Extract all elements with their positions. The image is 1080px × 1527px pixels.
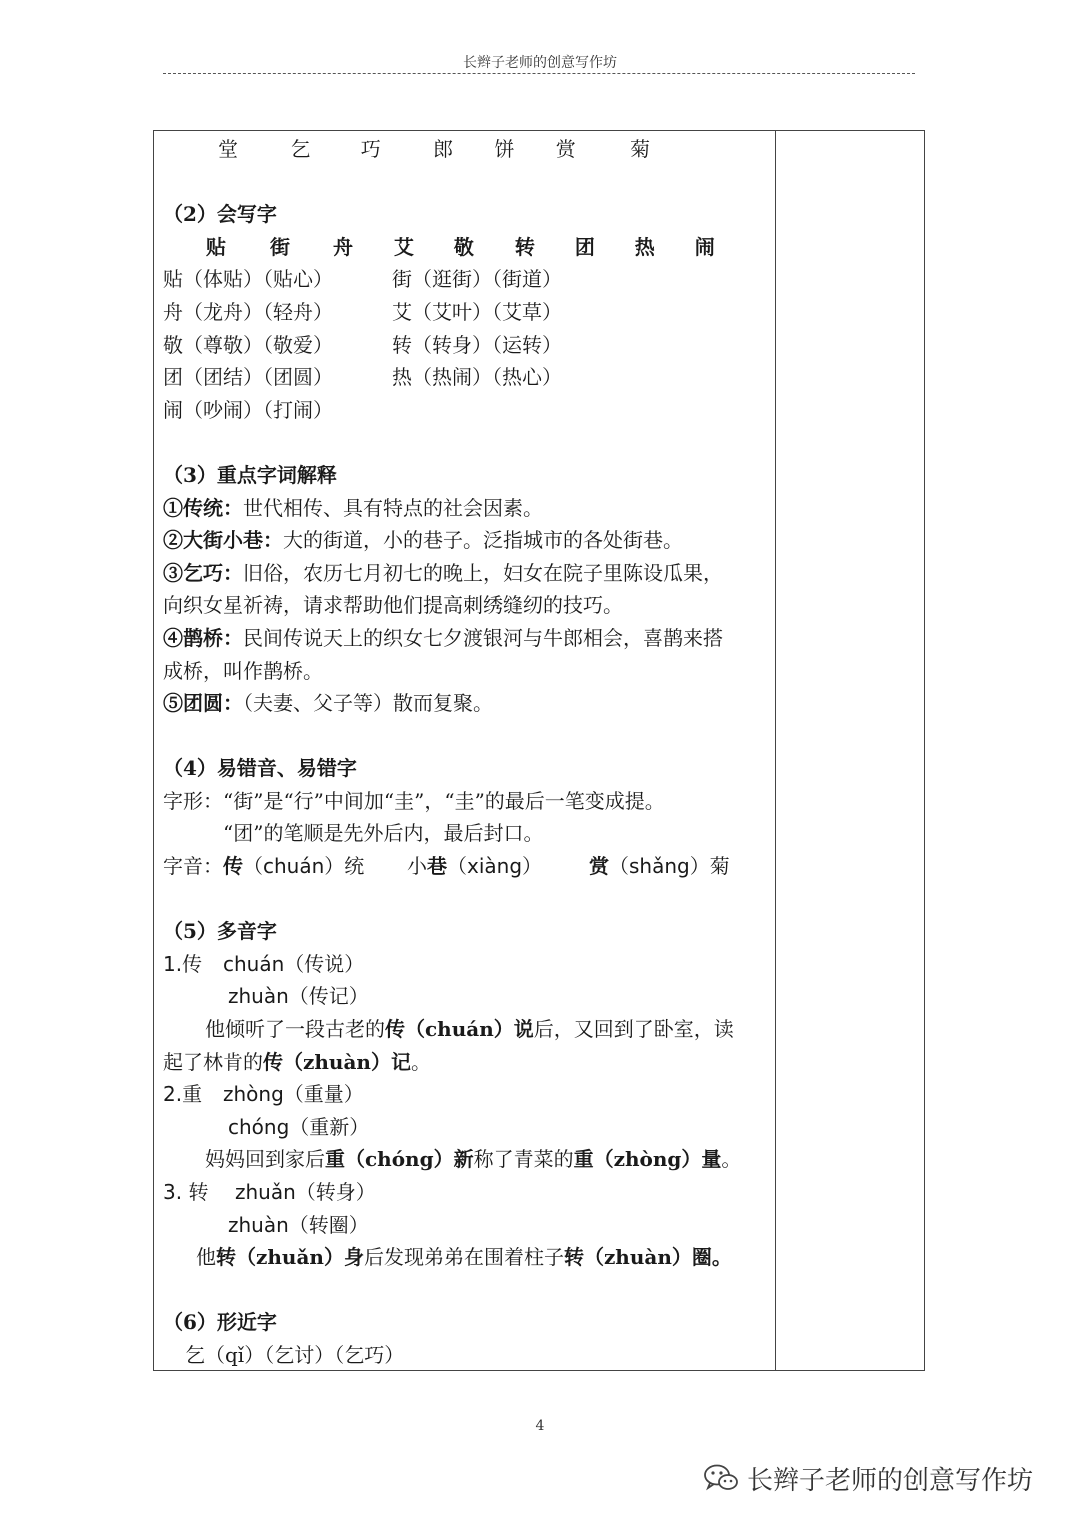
example-text: 。 [410, 1049, 431, 1074]
polyphone-head [163, 1078, 767, 1111]
ziyin-text: 菊 [709, 854, 730, 879]
page-number: 4 [535, 1418, 545, 1434]
example-highlight: 转（zhuǎn）身 [216, 1245, 364, 1270]
polyphone-reading: chóng（重新） [228, 1114, 370, 1139]
definition-item [163, 687, 767, 720]
char: 菊 [630, 137, 651, 161]
definition-term: ①传统： [163, 495, 243, 520]
top-chars-row [163, 133, 767, 166]
char: 敬 [453, 234, 474, 259]
s2-words-row [163, 296, 767, 329]
word-group: 敬（尊敬）（敬爱） [163, 332, 333, 357]
example-text: 后发现弟弟在围着柱子 [363, 1245, 564, 1270]
ziyin-item [589, 854, 730, 878]
char: 贴 [206, 234, 226, 259]
section-5-title: （5）多音字 [163, 919, 277, 944]
header-rule [163, 73, 915, 74]
watermark [703, 1458, 1033, 1498]
polyphone-char: 2.重 [163, 1082, 203, 1107]
ziyin-item [407, 850, 589, 883]
example-highlight: 重（chóng）新 [325, 1147, 474, 1172]
ziyin-char: 传 [223, 854, 243, 879]
definition-text: 旧俗，农历七月初七的晚上，妇女在院子里陈设瓜果， [243, 560, 723, 585]
example-text: 后，又回到了卧室，读 [533, 1017, 734, 1042]
section-4-title: （4）易错音、易错字 [163, 756, 357, 781]
s2-words-row [163, 361, 767, 394]
definition-text: （夫妻、父子等）散而复聚。 [243, 691, 493, 716]
example-text: 他 [196, 1245, 216, 1270]
definition-term: ⑤团圆： [163, 691, 243, 716]
zixing-line-2: “团”的笔顺是先外后内，最后封口。 [223, 821, 544, 846]
word-group: 舟（龙舟）（轻舟） [163, 299, 333, 324]
definition-continuation: 成桥，叫作鹊桥。 [163, 658, 323, 683]
word-group: 闹（吵闹）（打闹） [163, 397, 333, 422]
char: 郎 [433, 137, 454, 161]
s2-chars-row [163, 231, 767, 264]
ziyin-pinyin: （chuán） [243, 854, 345, 879]
definition-continuation: 向织女星祈祷，请求帮助他们提高刺绣缝纫的技巧。 [163, 593, 623, 618]
definition-term: ②大街小巷： [163, 528, 283, 553]
ziyin-line [163, 850, 767, 883]
s2-words-row [163, 263, 767, 296]
char: 巧 [360, 137, 381, 161]
char: 饼 [494, 137, 515, 161]
ziyin-text: 小 [407, 854, 427, 879]
watermark-text: 长辫子老师的创意写作坊 [747, 1465, 1034, 1496]
definition-item [163, 524, 767, 557]
example-highlight: 传（chuán）说 [385, 1017, 534, 1042]
wechat-icon [703, 1462, 739, 1494]
definition-text: 世代相传、具有特点的社会因素。 [243, 495, 543, 520]
polyphone-reading: zhòng（重量） [223, 1082, 364, 1107]
zixing-line: 字形：“街”是“行”中间加“圭”，“圭”的最后一笔变成提。 [163, 788, 665, 813]
char: 街 [269, 234, 290, 259]
definition-item [163, 622, 767, 655]
word-group: 艾（艾叶）（艾草） [392, 299, 562, 324]
section-3-title: （3）重点字词解释 [163, 462, 337, 487]
ziyin-label: 字音： [163, 854, 223, 879]
example-text: 起了林肯的 [163, 1049, 263, 1074]
word-group: 街（逛街）（街道） [392, 267, 562, 292]
char: 转 [514, 234, 535, 259]
word-group: 贴（体贴）（贴心） [163, 267, 333, 292]
char: 舟 [332, 234, 353, 259]
ziyin-char: 巷 [427, 854, 447, 879]
ziyin-pinyin: （shǎng） [609, 854, 710, 879]
word-group: 热（热闹）（热心） [392, 365, 562, 390]
definition-term: ④鹊桥： [163, 625, 243, 650]
polyphone-example [163, 1143, 767, 1176]
definition-item [163, 492, 767, 525]
example-highlight: 转（zhuàn）圈。 [563, 1245, 732, 1270]
definition-text: 民间传说天上的织女七夕渡银河与牛郎相会，喜鹊来搭 [243, 625, 723, 650]
polyphone-reading: zhuàn（转圈） [228, 1212, 369, 1237]
s2-words-row [163, 329, 767, 362]
polyphone-reading: chuán（传说） [223, 951, 365, 976]
example-text: 称了青菜的 [473, 1147, 574, 1172]
ziyin-pinyin: （xiàng） [447, 854, 543, 879]
polyphone-head [163, 1176, 767, 1209]
ziyin-text: 统 [344, 854, 365, 879]
table-content [163, 133, 767, 1372]
definition-item [163, 557, 767, 590]
example-highlight: 传（zhuàn）记 [263, 1049, 411, 1074]
table-column-divider [775, 130, 776, 1371]
example-text: 。 [721, 1147, 742, 1172]
polyphone-reading: zhuǎn（转身） [235, 1180, 376, 1204]
section-6-title: （6）形近字 [163, 1310, 277, 1335]
section-2-title: （2）会写字 [163, 202, 277, 227]
char: 团 [574, 234, 595, 259]
polyphone-example [163, 1013, 767, 1046]
polyphone-char: 1.传 [163, 951, 203, 976]
page-header: 长辫子老师的创意写作坊 [463, 55, 617, 71]
char: 堂 [218, 137, 238, 161]
polyphone-head [163, 948, 767, 981]
ziyin-item [223, 850, 407, 883]
s2-words-row [163, 394, 767, 427]
example-highlight: 重（zhòng）量 [573, 1147, 722, 1172]
polyphone-example [163, 1046, 767, 1079]
example-text: 他倾听了一段古老的 [205, 1017, 385, 1042]
definition-term: ③乞巧： [163, 560, 243, 585]
polyphone-example [163, 1241, 767, 1274]
char: 闹 [694, 234, 715, 259]
char: 赏 [555, 137, 576, 161]
word-group: 团（团结）（团圆） [163, 365, 333, 390]
word-group: 转（转身）（运转） [392, 332, 562, 357]
polyphone-char: 3. 转 [163, 1180, 209, 1204]
example-text: 妈妈回到家后 [205, 1147, 325, 1172]
char: 乞 [290, 137, 311, 161]
definition-text: 大的街道，小的巷子。泛指城市的各处街巷。 [283, 528, 683, 553]
char: 艾 [393, 234, 414, 259]
similar-char-line: 乞（qǐ）（乞讨）（乞巧） [185, 1342, 405, 1367]
ziyin-char: 赏 [589, 854, 609, 879]
char: 热 [634, 234, 655, 259]
polyphone-reading: zhuàn（传记） [228, 984, 369, 1009]
